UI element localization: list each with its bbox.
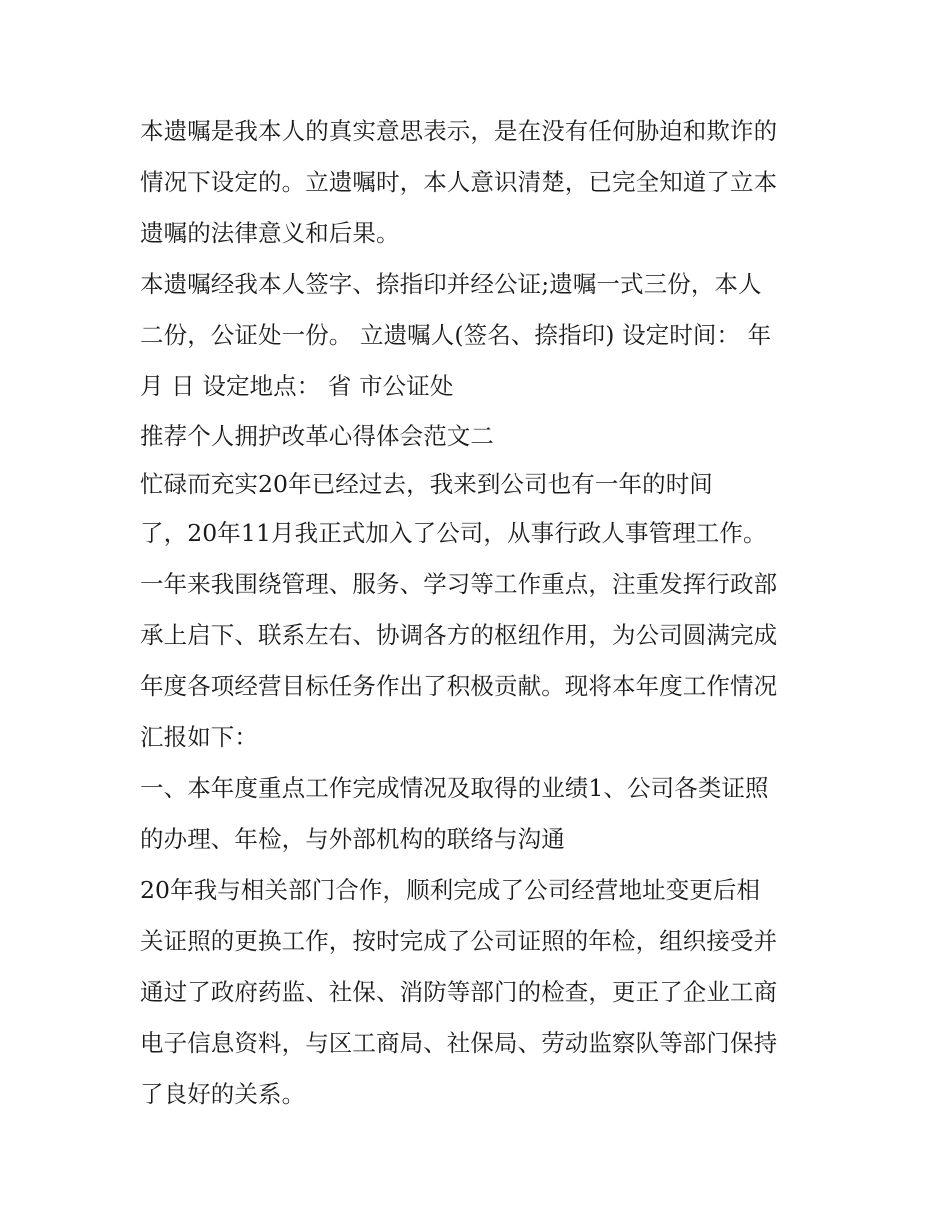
text-line: 通过了政府药监、社保、消防等部门的检查，更正了企业工商 [140, 978, 778, 1006]
document-body [140, 106, 820, 1120]
section-heading: 推荐个人拥护改革心得体会范文二 [140, 422, 494, 450]
text-line: 的办理、年检，与外部机构的联络与沟通 [140, 825, 565, 853]
text-line: 电子信息资料，与区工商局、社保局、劳动监察队等部门保持 [140, 1029, 778, 1057]
text-line: 月 日 设定地点： 省 市公证处 [140, 372, 454, 400]
text-line: 二份，公证处一份。 立遗嘱人(签名、捺指印) 设定时间： 年 [140, 321, 772, 349]
text-line: 本遗嘱是我本人的真实意思表示，是在没有任何胁迫和欺诈的 [140, 117, 778, 145]
text-line: 一、本年度重点工作完成情况及取得的业绩1、公司各类证照 [140, 774, 769, 802]
text-line: 遗嘱的法律意义和后果。 [140, 219, 400, 247]
text-line: 20年我与相关部门合作，顺利完成了公司经营地址变更后相 [140, 876, 761, 904]
text-line: 了，20年11月我正式加入了公司，从事行政人事管理工作。 [140, 519, 767, 547]
text-line: 本遗嘱经我本人签字、捺指印并经公证;遗嘱一式三份，本人 [140, 270, 762, 298]
text-line: 忙碌而充实20年已经过去，我来到公司也有一年的时间 [140, 470, 713, 498]
text-line: 一年来我围绕管理、服务、学习等工作重点，注重发挥行政部 [140, 570, 778, 598]
text-line: 情况下设定的。立遗嘱时，本人意识清楚，已完全知道了立本 [140, 168, 778, 196]
text-line: 汇报如下： [140, 723, 258, 751]
text-line: 了良好的关系。 [140, 1080, 306, 1108]
text-line: 承上启下、联系左右、协调各方的枢纽作用，为公司圆满完成 [140, 621, 778, 649]
text-line: 年度各项经营目标任务作出了积极贡献。现将本年度工作情况 [140, 672, 778, 700]
text-line: 关证照的更换工作，按时完成了公司证照的年检，组织接受并 [140, 927, 778, 955]
